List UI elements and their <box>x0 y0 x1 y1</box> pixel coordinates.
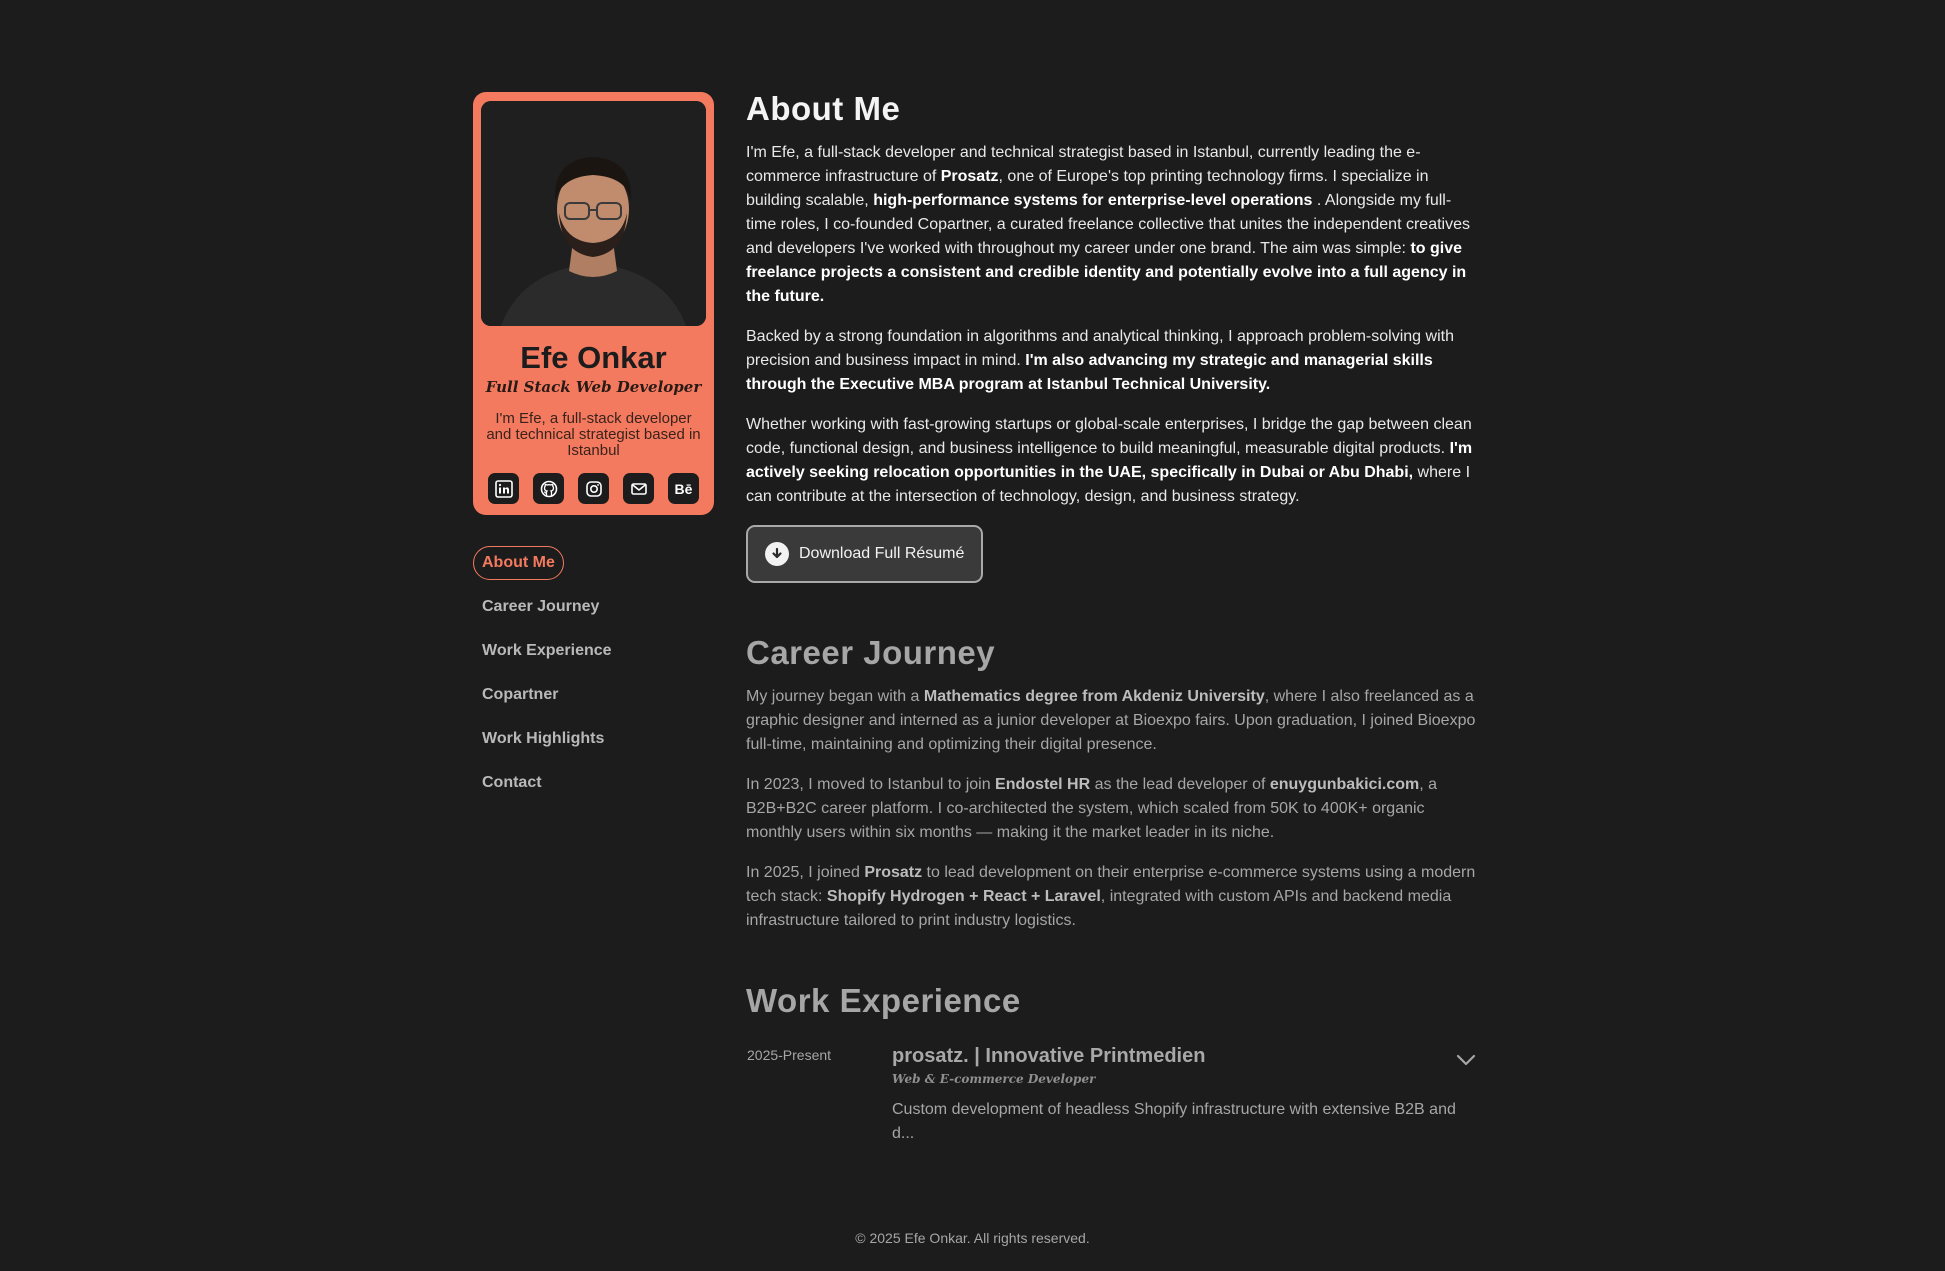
about-p2-text: Backed by a strong foundation in algorithms and analytical thinking, I approach problem-solving with precision and business impact in mind. <box>746 328 1454 369</box>
about-p1-bold-aim: to give freelance projects a consistent and credible identity and potentially evolve into a full agency in the future. <box>746 240 1467 305</box>
download-resume-button[interactable] <box>746 525 983 583</box>
github-icon[interactable] <box>533 473 564 504</box>
profile-photo <box>481 101 706 326</box>
career-paragraph-1 <box>746 685 1476 757</box>
career-p2-text: In 2023, I moved to Istanbul to join <box>746 776 996 793</box>
about-p1-text-3: . Alongside my full-time roles, I co-founded Copartner, a curated freelance collective that unites the independent creatives and developers I've worked with throughout my career under one brand. The aim was simple: <box>746 192 1470 257</box>
experience-description: Custom development of headless Shopify infrastructure with extensive B2B and d... <box>892 1101 1456 1142</box>
about-title: About Me <box>746 90 901 127</box>
about-p1-text-2: , one of Europe's top printing technology firms. I specialize in building scalable, <box>746 168 1429 209</box>
nav-item-copartner[interactable]: Copartner <box>482 686 559 703</box>
main-content <box>746 92 1476 1149</box>
about-p3-bold-relocation: I'm actively seeking relocation opportunities in the UAE, specifically in Dubai or Abu Dhabi, <box>746 440 1473 481</box>
career-section <box>746 636 1476 933</box>
career-p1-bold-degree: Mathematics degree from Akdeniz University <box>923 688 1265 705</box>
download-resume-label: Download Full Résumé <box>799 545 965 562</box>
career-p2-text-2: as the lead developer of <box>1090 776 1270 793</box>
sidebar <box>473 92 714 810</box>
career-paragraph-2 <box>746 773 1476 845</box>
nav-item-work-highlights[interactable]: Work Highlights <box>482 730 605 747</box>
career-p1-text: My journey began with a <box>746 688 924 705</box>
career-p3-bold-prosatz: Prosatz <box>864 864 923 881</box>
experience-item[interactable] <box>746 1039 1476 1149</box>
about-section <box>746 92 1476 583</box>
career-p3-text-3: , integrated with custom APIs and backend media infrastructure tailored to print industry logistics. <box>746 888 1452 929</box>
career-p1-text-2: , where I also freelanced as a graphic designer and interned as a junior developer at Bioexpo fairs. Upon graduation, I joined Bioexpo full-time, maintaining and optimizing their digital presence. <box>746 688 1476 753</box>
career-p2-bold-site: enuygunbakici.com <box>1269 776 1420 793</box>
linkedin-icon[interactable] <box>488 473 519 504</box>
about-p1-bold-prosatz: Prosatz <box>940 168 999 185</box>
mail-icon[interactable] <box>623 473 654 504</box>
experience-role: Web & E-commerce Developer <box>892 1072 1096 1086</box>
about-paragraph-1 <box>746 141 1476 309</box>
experience-company: prosatz. | Innovative Printmedien <box>892 1045 1206 1067</box>
career-title: Career Journey <box>746 634 996 671</box>
section-nav <box>473 546 714 800</box>
experience-body <box>892 1039 1476 1146</box>
about-p1-bold-systems: high-performance systems for enterprise-level operations <box>873 192 1313 209</box>
about-p1-text: I'm Efe, a full-stack developer and technical strategist based in Istanbul, currently leading the e-commerce infrastructure of <box>746 144 1421 185</box>
experience-date: 2025-Present <box>747 1047 832 1063</box>
career-p2-text-3: , a B2B+B2C career platform. I co-architected the system, which scaled from 50K to 400K+ organic monthly users within six months — making it the market leader in its niche. <box>746 776 1438 841</box>
profile-intro: I'm Efe, a full-stack developer and technical strategist based in Istanbul <box>486 410 701 459</box>
career-paragraph-3 <box>746 861 1476 933</box>
about-p3-text-2: where I can contribute at the intersection of technology, design, and business strategy. <box>746 464 1471 505</box>
career-p3-text-2: to lead development on their enterprise e-commerce systems using a modern tech stack: <box>746 864 1476 905</box>
experience-section <box>746 984 1476 1149</box>
download-icon <box>765 542 789 566</box>
about-p3-text: Whether working with fast-growing startups or global-scale enterprises, I bridge the gap between clean code, functional design, and business intelligence to build meaningful, measurable digital products. <box>746 416 1472 457</box>
about-paragraph-3 <box>746 413 1476 509</box>
social-links <box>481 473 706 504</box>
chevron-down-icon[interactable] <box>1456 1053 1476 1071</box>
about-p2-bold-mba: I'm also advancing my strategic and managerial skills through the Executive MBA program at Istanbul Technical University. <box>746 352 1433 393</box>
nav-item-about-me[interactable]: About Me <box>473 546 564 580</box>
nav-item-work-experience[interactable]: Work Experience <box>482 642 612 659</box>
profile-name: Efe Onkar <box>520 340 667 375</box>
nav-item-contact[interactable]: Contact <box>482 774 542 791</box>
nav-item-career-journey[interactable]: Career Journey <box>482 598 600 615</box>
career-p3-text: In 2025, I joined <box>746 864 865 881</box>
about-paragraph-2 <box>746 325 1476 397</box>
footer-copyright: © 2025 Efe Onkar. All rights reserved. <box>855 1230 1090 1246</box>
profile-role: Full Stack Web Developer <box>485 378 702 396</box>
profile-card <box>473 92 714 515</box>
experience-title: Work Experience <box>746 982 1021 1019</box>
behance-icon[interactable]: Bē <box>668 473 699 504</box>
instagram-icon[interactable] <box>578 473 609 504</box>
career-p2-bold-endostel: Endostel HR <box>995 776 1091 793</box>
career-p3-bold-stack: Shopify Hydrogen + React + Laravel <box>826 888 1101 905</box>
